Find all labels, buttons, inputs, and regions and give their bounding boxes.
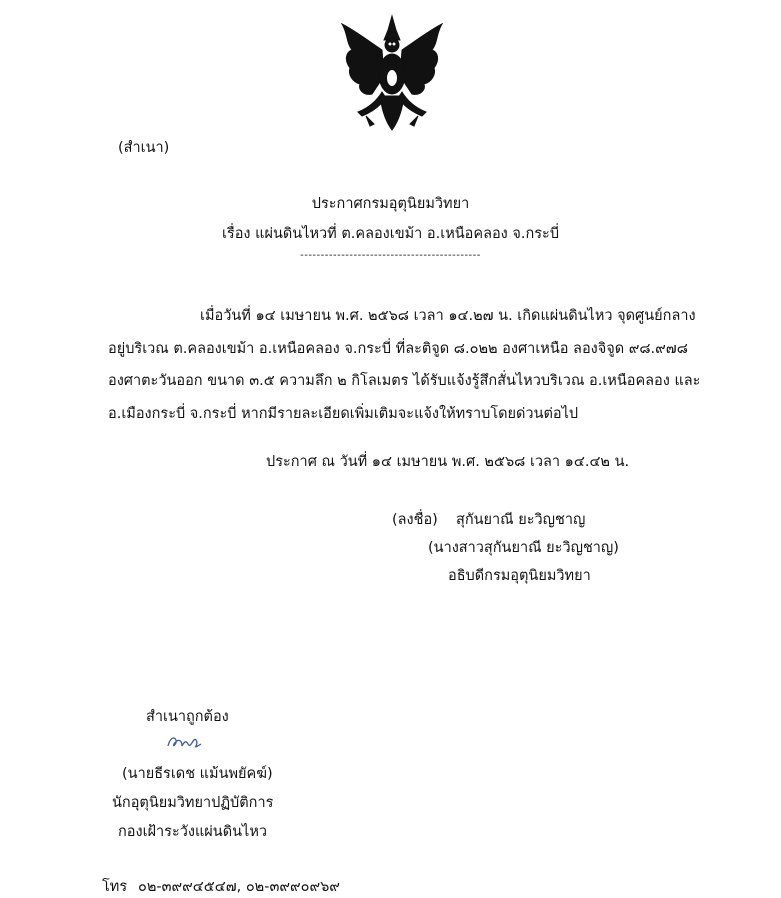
- garuda-emblem: [336, 12, 448, 138]
- title-divider: --------------------------------------------: [300, 250, 481, 261]
- announcement-paragraph: [108, 300, 708, 430]
- certifier-division: กองเฝ้าระวังแผ่นดินไหว: [118, 824, 268, 840]
- certifier-position: นักอุตุนิยมวิทยาปฏิบัติการ: [112, 795, 274, 811]
- document-title: ประกาศกรมอุตุนิยมวิทยา: [311, 196, 470, 212]
- signature-scribble-icon: [164, 732, 204, 752]
- certification-label: สำเนาถูกต้อง: [146, 709, 229, 725]
- document-subject: เรื่อง แผ่นดินไหวที่ ต.คลองเขม้า อ.เหนือคลอง จ.กระบี่: [221, 226, 560, 242]
- phone-numbers: ๐๒-๓๙๙๔๕๔๗, ๐๒-๓๙๙๐๙๖๙: [138, 879, 340, 895]
- phone-label: โทร: [102, 879, 128, 895]
- announcement-text: เมื่อวันที่ ๑๔ เมษายน พ.ศ. ๒๕๖๘ เวลา ๑๔.๒๗ น. เกิดแผ่นดินไหว จุดศูนย์กลางอยู่บริเวณ ต.คลองเขม้า อ.เหนือคลอง จ.กระบี่ ที่ละติจูด ๘.๐๒๒ องศาเหนือ ลองจิจูด ๙๘.๙๗๘ องศาตะวันออก ขนาด ๓.๕ ความลึก ๒ กิโลเมตร ได้รับแจ้งรู้สึกสั่นไหวบริเวณ อ.เหนือคลอง และ อ.เมืองกระบี่ จ.กระบี่ หากมีรายละเอียดเพิ่มเติมจะแจ้งให้ทราบโดยด่วนต่อไป: [108, 308, 701, 422]
- signer-name: สุกันยาณี ยะวิญชาญ: [456, 512, 586, 528]
- signed-label: (ลงชื่อ): [392, 512, 438, 528]
- certifier-name: (นายธีรเดช แม้นพยัคฆ์): [122, 766, 273, 782]
- signer-full-name: (นางสาวสุกันยาณี ยะวิญชาญ): [428, 540, 619, 556]
- copy-mark: (สำเนา): [118, 140, 170, 156]
- announcement-date: ประกาศ ณ วันที่ ๑๔ เมษายน พ.ศ. ๒๕๖๘ เวลา ๑๔.๔๒ น.: [266, 454, 630, 470]
- handwritten-signature: [164, 732, 204, 752]
- signer-position: อธิบดีกรมอุตุนิยมวิทยา: [448, 568, 591, 584]
- garuda-emblem-icon: [336, 12, 448, 138]
